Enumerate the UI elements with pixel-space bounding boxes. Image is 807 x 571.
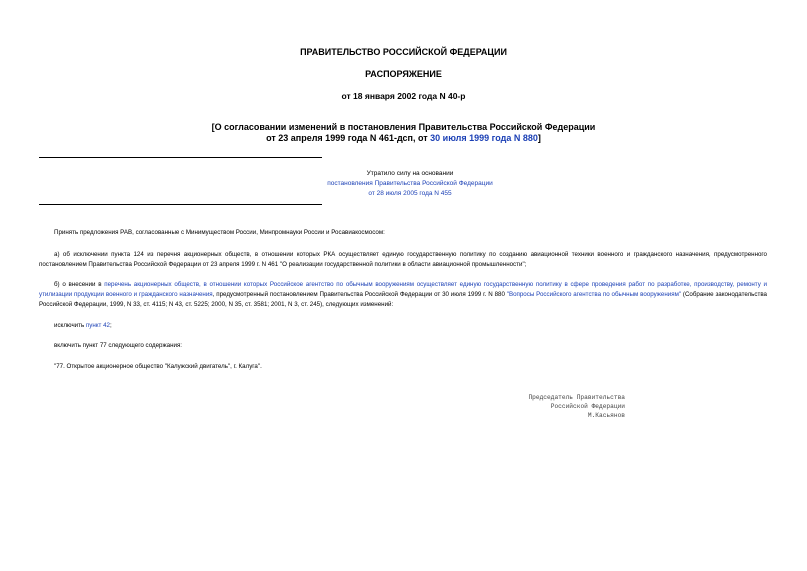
paragraph-b-suffix: (Собрание законодательства Российской Федерации, 1999, N 33, ст. 4115; N 43, ст. 5225; 2000, N 35, ст. 3581; 2001, N 3, ст. 245), следующих изменений: [39, 291, 767, 308]
status-note [310, 169, 510, 199]
signature-block [470, 393, 625, 420]
document-date-number: от 18 января 2002 года N 40-р [341, 91, 466, 101]
paragraph-b-decree-link[interactable]: "Вопросы Российского агентства по обычным вооружениям" [506, 291, 682, 298]
signature-title: Председатель Правительства [528, 394, 625, 401]
paragraph-b-mid: , предусмотренный постановлением Правительства Российской Федерации от 30 июля 1999 г. N 880 [212, 291, 507, 298]
status-note-link-line-2[interactable]: от 28 июля 2005 года N 455 [368, 190, 452, 197]
paragraph-b-prefix: б) о внесении в [54, 281, 105, 288]
paragraph-a: а) об исключении пункта 124 из перечня акционерных обществ, в отношении которых РКА осуществляет единую государственную политику по созданию авиационной техники военного и гражданского назначения, предусмотренного постановлением Правительства Российской Федерации от 23 апреля 1999 г. N 461 "О реализации государственной политики в области авиационной промышленности"; [39, 251, 767, 268]
title-decree-880-link[interactable]: 30 июля 1999 года N 880 [430, 133, 538, 143]
title-line-1: [О согласовании изменений в постановления Правительства Российской Федерации [211, 122, 596, 132]
document-title [0, 122, 807, 144]
title-line-2 [0, 133, 807, 144]
divider-bottom [39, 204, 322, 205]
paragraph-accept: Принять предложения РАВ, согласованные с Минимуществом России, Минпромнауки России и Росавиакосмосом: [54, 229, 385, 236]
item-42-link[interactable]: пункт 42 [85, 322, 110, 329]
signature-name: М.Касьянов [587, 412, 625, 419]
paragraph-exclude-suffix: ; [109, 322, 112, 329]
title-line-2-suffix: ] [537, 133, 541, 143]
paragraph-include: включить пункт 77 следующего содержания: [54, 342, 183, 349]
paragraph-b [39, 280, 767, 310]
paragraph-b-list-link[interactable]: перечень акционерных обществ, в отношении которых Российское агентство по обычным вооружениям осуществляет единую государственную политику в сфере проведения работ по разработке, производству, ремонту и утилизации продукции военного и гражданского назначения [39, 281, 767, 298]
status-note-link-line-1[interactable]: постановления Правительства Российской Федерации [327, 180, 493, 187]
signature-org: Российской Федерации [550, 403, 625, 410]
paragraph-exclude [39, 321, 767, 331]
document-type-heading: РАСПОРЯЖЕНИЕ [365, 69, 442, 79]
title-line-2-prefix: от 23 апреля 1999 года N 461-дсп, от [266, 133, 431, 143]
government-heading: ПРАВИТЕЛЬСТВО РОССИЙСКОЙ ФЕДЕРАЦИИ [300, 47, 507, 57]
paragraph-item-77: "77. Открытое акционерное общество "Калужский двигатель", г. Калуга". [54, 363, 262, 370]
status-note-text: Утратило силу на основании [366, 170, 454, 177]
paragraph-exclude-prefix: исключить [54, 322, 86, 329]
divider-top [39, 157, 322, 158]
